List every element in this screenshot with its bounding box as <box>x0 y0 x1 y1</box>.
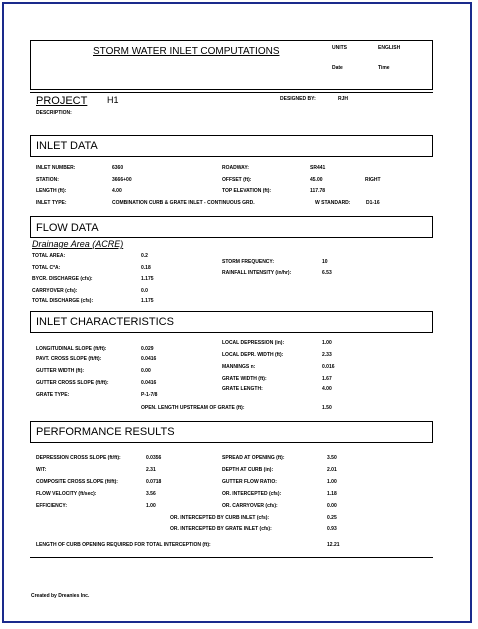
footer-credit: Created by Dreanies Inc. <box>31 593 90 599</box>
field-value: 6.53 <box>322 270 332 276</box>
field-value: 1.175 <box>141 298 154 304</box>
description-label: DESCRIPTION: <box>36 110 72 116</box>
field-label: GRATE WIDTH (ft): <box>222 376 267 382</box>
field-value: 0.029 <box>141 346 154 352</box>
field-label: OFFSET (ft): <box>222 177 252 183</box>
field-label: TOP ELEVATION (ft): <box>222 188 272 194</box>
field-label: OR. CARRYOVER (cfs): <box>222 503 278 509</box>
field-value: 0.0718 <box>146 479 162 485</box>
units-value: ENGLISH <box>378 45 401 51</box>
field-label: LENGTH OF CURB OPENING REQUIRED FOR TOTAL INTERCEPTION (ft): <box>36 542 211 548</box>
field-label: OPEN. LENGTH UPSTREAM OF GRATE (ft): <box>141 405 245 411</box>
field-value: 0.016 <box>322 364 335 370</box>
field-value: 0.0 <box>141 288 148 294</box>
field-extra: RIGHT <box>365 177 381 183</box>
field-value: 4.00 <box>322 386 332 392</box>
field-value: 0.93 <box>327 526 337 532</box>
field-value: 1.00 <box>322 340 332 346</box>
field-value: 0.00 <box>327 503 337 509</box>
field-label: MANNINGS n: <box>222 364 256 370</box>
inlet-characteristics-heading: INLET CHARACTERISTICS <box>36 316 174 328</box>
flow-data-heading: FLOW DATA <box>36 222 99 234</box>
field-label: GUTTER WIDTH (ft): <box>36 368 85 374</box>
field-value: 0.0416 <box>141 380 157 386</box>
field-label: ROADWAY: <box>222 165 249 171</box>
field-label: OR. INTERCEPTED BY CURB INLET (cfs): <box>170 515 270 521</box>
field-value: 45.00 <box>310 177 323 183</box>
field-value: 0.0356 <box>146 455 162 461</box>
units-label: UNITS <box>332 45 347 51</box>
field-label: RAINFALL INTENSITY (in/hr): <box>222 270 292 276</box>
field-value: 0.0416 <box>141 356 157 362</box>
field-label: COMPOSITE CROSS SLOPE (ft/ft): <box>36 479 118 485</box>
performance-heading: PERFORMANCE RESULTS <box>36 426 175 438</box>
field-label: GRATE LENGTH: <box>222 386 263 392</box>
field-value: 3666+00 <box>112 177 132 183</box>
drainage-area-subheading: Drainage Area (ACRE) <box>32 239 124 249</box>
field-value: P-1-7/8 <box>141 392 158 398</box>
field-value: 1.175 <box>141 276 154 282</box>
field-label: GRATE TYPE: <box>36 392 70 398</box>
field-label: W/T: <box>36 467 47 473</box>
field-value: 2.33 <box>322 352 332 358</box>
field-label: CARRYOVER (cfs): <box>32 288 78 294</box>
field-value: 2.31 <box>146 467 156 473</box>
field-value: SR441 <box>310 165 326 171</box>
field-label: INLET TYPE: <box>36 200 67 206</box>
field-label: LOCAL DEPRESSION (in): <box>222 340 285 346</box>
field-value: 1.67 <box>322 376 332 382</box>
field-value: COMBINATION CURB & GRATE INLET - CONTINUOUS GRD. <box>112 200 255 206</box>
field-value: 3.50 <box>327 455 337 461</box>
field-label: EFFICIENCY: <box>36 503 68 509</box>
field-label: GUTTER CROSS SLOPE (ft/ft): <box>36 380 109 386</box>
field-value: D1-16 <box>366 200 380 206</box>
field-value: 0.00 <box>141 368 151 374</box>
field-label: DEPRESSION CROSS SLOPE (ft/ft): <box>36 455 121 461</box>
field-value: 117.78 <box>310 188 326 194</box>
field-value: 1.18 <box>327 491 337 497</box>
field-label: FLOW VELOCITY (ft/sec): <box>36 491 97 497</box>
field-value: 1.50 <box>322 405 332 411</box>
field-value: 10 <box>322 259 328 265</box>
field-label: PAVT. CROSS SLOPE (ft/ft): <box>36 356 102 362</box>
field-value: 4.00 <box>112 188 122 194</box>
field-value: 1.00 <box>146 503 156 509</box>
field-label: W STANDARD: <box>315 200 351 206</box>
field-value: 0.25 <box>327 515 337 521</box>
field-label: STORM FREQUENCY: <box>222 259 275 265</box>
project-label: PROJECT <box>36 95 88 107</box>
field-value: 6360 <box>112 165 124 171</box>
designed-by-label: DESIGNED BY: <box>280 96 316 102</box>
field-label: TOTAL C*A: <box>32 265 61 271</box>
performance-bottom-rule <box>30 557 433 558</box>
field-value: 2.01 <box>327 467 337 473</box>
field-label: GUTTER FLOW RATIO: <box>222 479 277 485</box>
report-title: STORM WATER INLET COMPUTATIONS <box>93 46 280 57</box>
field-label: TOTAL AREA: <box>32 253 66 259</box>
field-value: 0.2 <box>141 253 148 259</box>
field-label: TOTAL DISCHARGE (cfs): <box>32 298 94 304</box>
field-label: LOCAL DEPR. WIDTH (ft): <box>222 352 284 358</box>
designed-by-value: RJH <box>338 96 349 102</box>
field-label: LONGITUDINAL SLOPE (ft/ft): <box>36 346 107 352</box>
field-label: SPREAD AT OPENING (ft): <box>222 455 285 461</box>
field-value: 1.00 <box>327 479 337 485</box>
field-label: BYCR. DISCHARGE (cfs): <box>32 276 93 282</box>
field-label: LENGTH (ft): <box>36 188 67 194</box>
date-label: Date <box>332 65 343 71</box>
field-value: 12.21 <box>327 542 340 548</box>
field-value: 0.18 <box>141 265 151 271</box>
field-label: OR. INTERCEPTED (cfs): <box>222 491 282 497</box>
project-name: H1 <box>107 95 119 105</box>
header-divider <box>30 92 433 93</box>
field-label: STATION: <box>36 177 59 183</box>
field-label: INLET NUMBER: <box>36 165 76 171</box>
field-value: 3.56 <box>146 491 156 497</box>
field-label: OR. INTERCEPTED BY GRATE INLET (cfs): <box>170 526 272 532</box>
inlet-data-heading: INLET DATA <box>36 140 98 152</box>
field-label: DEPTH AT CURB (in): <box>222 467 274 473</box>
time-label: Time <box>378 65 390 71</box>
